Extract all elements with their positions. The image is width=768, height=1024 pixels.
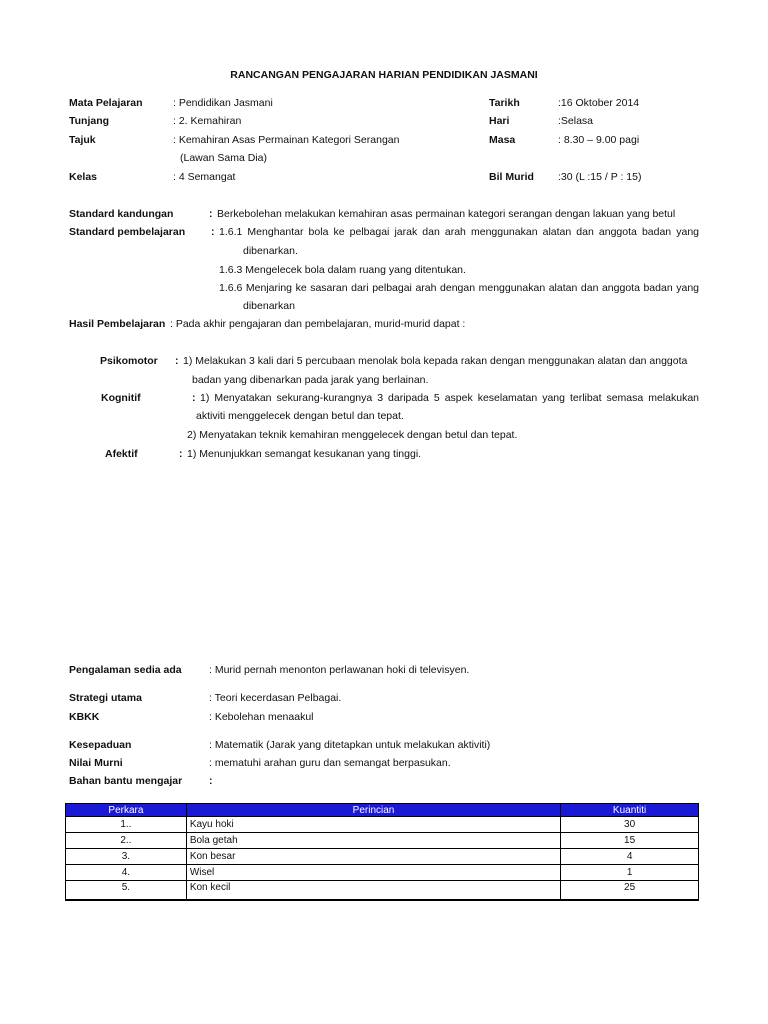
- sp-item-3-cont: dibenarkan: [243, 300, 295, 312]
- sp-item-1-cont: dibenarkan.: [243, 245, 298, 257]
- text-kognitif-2: 2) Menyatakan teknik kemahiran menggelecek dengan betul dan tepat.: [187, 429, 518, 441]
- value-strategi: : Teori kecerdasan Pelbagai.: [209, 692, 342, 704]
- table-row: [66, 833, 699, 849]
- label-kelas: Kelas: [69, 171, 98, 183]
- value-kbkk: : Kebolehan menaakul: [209, 711, 314, 723]
- table-row: [66, 817, 699, 833]
- colon-standard-pembelajaran: :: [211, 226, 215, 238]
- label-kognitif: Kognitif: [101, 392, 141, 404]
- text-psikomotor: 1) Melakukan 3 kali dari 5 percubaan menolak bola kepada rakan dengan menggunakan alatan dan anggota: [183, 355, 688, 367]
- sp-item-3: 1.6.6 Menjaring ke sasaran dari pelbagai arah dengan menggunakan alatan dan anggota badan yang: [219, 282, 699, 294]
- cell-kuantiti: 1: [561, 865, 699, 881]
- label-standard-kandungan: Standard kandungan: [69, 208, 174, 220]
- label-nilai-murni: Nilai Murni: [69, 757, 123, 769]
- value-bahan-bantu: :: [209, 775, 213, 787]
- value-kesepaduan: : Matematik (Jarak yang ditetapkan untuk melakukan aktiviti): [209, 739, 491, 751]
- label-bil-murid: Bil Murid: [489, 171, 534, 183]
- label-hasil-pembelajaran: Hasil Pembelajaran: [69, 318, 166, 330]
- value-tunjang: : 2. Kemahiran: [173, 115, 242, 127]
- text-psikomotor-cont: badan yang dibenarkan pada jarak yang berlainan.: [192, 374, 429, 386]
- label-tunjang: Tunjang: [69, 115, 110, 127]
- sp-item-1: 1.6.1 Menghantar bola ke pelbagai jarak dan arah menggunakan alatan dan anggota badan yang: [219, 226, 699, 238]
- value-hari: :Selasa: [558, 115, 594, 127]
- label-afektif: Afektif: [105, 448, 138, 460]
- text-kognitif: 1) Menyatakan sekurang-kurangnya 3 daripada 5 aspek keselamatan yang terlibat semasa melakukan: [200, 392, 699, 404]
- value-tarikh: :16 Oktober 2014: [558, 97, 640, 109]
- table-header-row: [66, 804, 699, 817]
- cell-perkara: 5.: [66, 881, 187, 901]
- value-tajuk: : Kemahiran Asas Permainan Kategori Serangan: [173, 134, 400, 146]
- cell-perincian: Kayu hoki: [186, 817, 560, 833]
- header-kuantiti: Kuantiti: [561, 804, 699, 817]
- cell-perkara: 4.: [66, 865, 187, 881]
- label-psikomotor: Psikomotor: [100, 355, 158, 367]
- value-bil-murid: :30 (L :15 / P : 15): [558, 171, 642, 183]
- cell-perkara: 3.: [66, 849, 187, 865]
- label-bahan-bantu: Bahan bantu mengajar: [69, 775, 183, 787]
- cell-kuantiti: 15: [561, 833, 699, 849]
- cell-perincian: Wisel: [186, 865, 560, 881]
- label-masa: Masa: [489, 134, 516, 146]
- label-tarikh: Tarikh: [489, 97, 520, 109]
- text-hasil-pembelajaran: : Pada akhir pengajaran dan pembelajaran, murid-murid dapat :: [170, 318, 466, 330]
- value-nilai-murni: : mematuhi arahan guru dan semangat berpasukan.: [209, 757, 451, 769]
- label-strategi: Strategi utama: [69, 692, 142, 704]
- text-kognitif-cont: aktiviti menggelecek dengan betul dan tepat.: [196, 410, 404, 422]
- header-perincian: Perincian: [186, 804, 560, 817]
- text-standard-kandungan: Berkebolehan melakukan kemahiran asas permainan kategori serangan dengan lakuan yang betul: [217, 208, 676, 220]
- document-title: RANCANGAN PENGAJARAN HARIAN PENDIDIKAN JASMANI: [230, 69, 538, 81]
- cell-perincian: Kon kecil: [186, 881, 560, 901]
- header-perkara: Perkara: [66, 804, 187, 817]
- label-standard-pembelajaran: Standard pembelajaran: [69, 226, 186, 238]
- value-mata-pelajaran: : Pendidikan Jasmani: [173, 97, 273, 109]
- label-pengalaman: Pengalaman sedia ada: [69, 664, 182, 676]
- colon-kognitif: :: [192, 392, 196, 404]
- colon-standard-kandungan: :: [209, 208, 213, 220]
- value-tajuk-cont: (Lawan Sama Dia): [180, 152, 267, 164]
- cell-perkara: 1..: [66, 817, 187, 833]
- cell-kuantiti: 30: [561, 817, 699, 833]
- cell-perincian: Bola getah: [186, 833, 560, 849]
- table-row: [66, 881, 699, 901]
- cell-kuantiti: 4: [561, 849, 699, 865]
- label-hari: Hari: [489, 115, 510, 127]
- table-row: [66, 865, 699, 881]
- value-pengalaman: : Murid pernah menonton perlawanan hoki di televisyen.: [209, 664, 470, 676]
- colon-psikomotor: :: [175, 355, 179, 367]
- label-mata-pelajaran: Mata Pelajaran: [69, 97, 143, 109]
- label-tajuk: Tajuk: [69, 134, 96, 146]
- bahan-table: [65, 803, 699, 901]
- cell-kuantiti: 25: [561, 881, 699, 901]
- cell-perkara: 2..: [66, 833, 187, 849]
- table-row: [66, 849, 699, 865]
- label-kesepaduan: Kesepaduan: [69, 739, 132, 751]
- cell-perincian: Kon besar: [186, 849, 560, 865]
- value-masa: : 8.30 – 9.00 pagi: [558, 134, 640, 146]
- value-kelas: : 4 Semangat: [173, 171, 236, 183]
- text-afektif: 1) Menunjukkan semangat kesukanan yang tinggi.: [187, 448, 422, 460]
- label-kbkk: KBKK: [69, 711, 100, 723]
- sp-item-2: 1.6.3 Mengelecek bola dalam ruang yang ditentukan.: [219, 264, 466, 276]
- colon-afektif: :: [179, 448, 183, 460]
